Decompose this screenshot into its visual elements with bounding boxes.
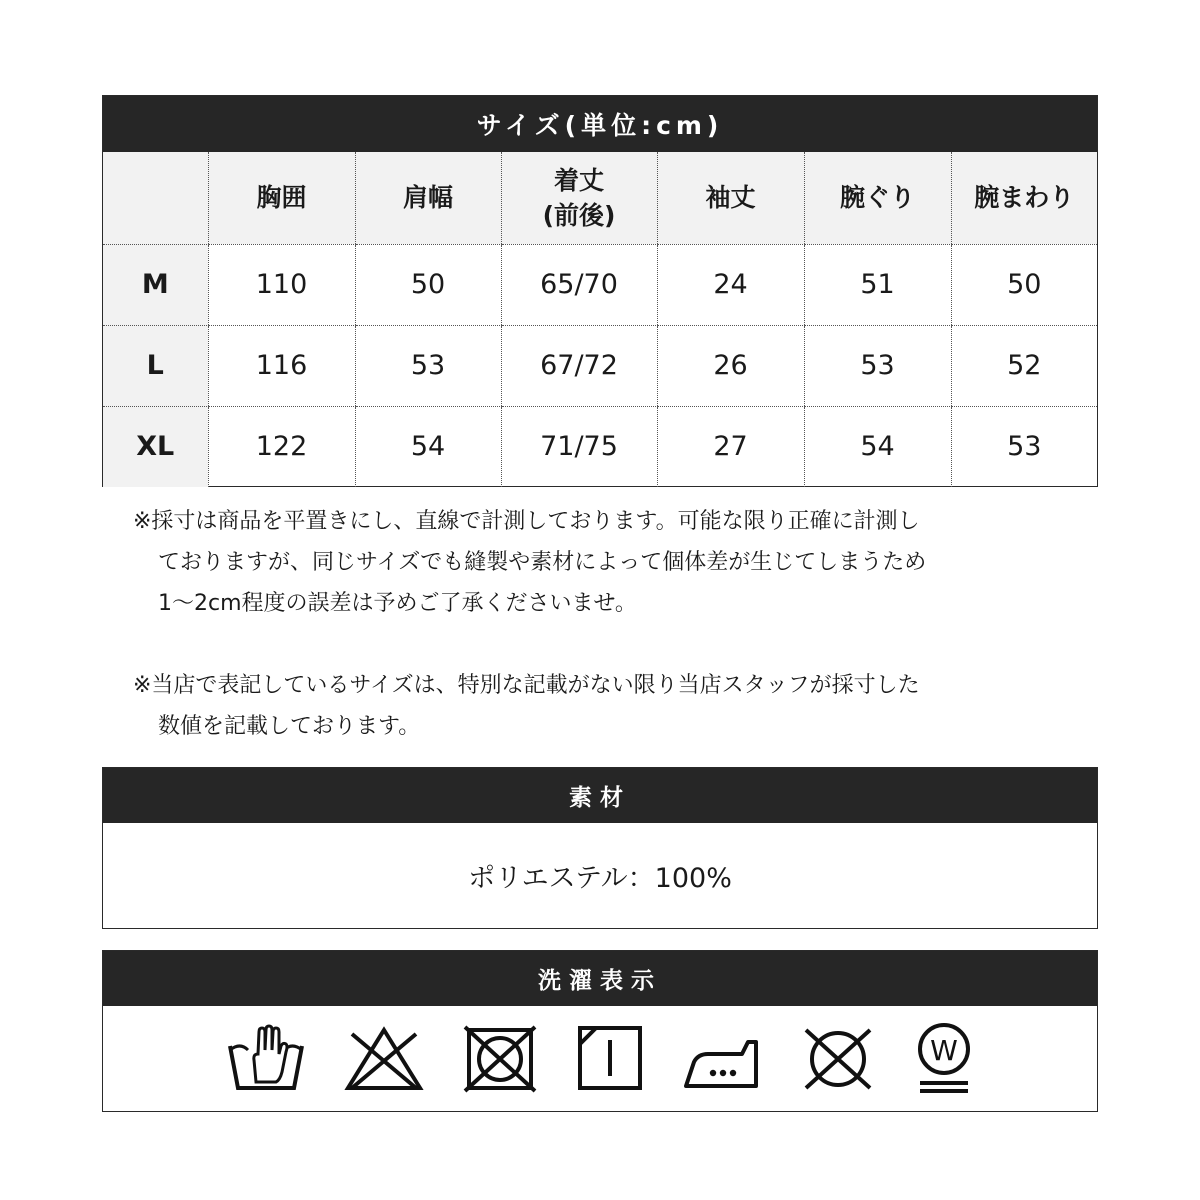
- column-header: 肩幅: [355, 152, 501, 244]
- no-tumble-dry-icon: [462, 1024, 538, 1094]
- table-row: [103, 244, 1097, 325]
- table-row: [103, 406, 1097, 487]
- column-header: 腕まわり: [951, 152, 1097, 244]
- table-cell: 54: [355, 406, 501, 487]
- table-cell: 116: [208, 325, 355, 406]
- hand-wash-icon: [226, 1024, 306, 1094]
- table-cell: 53: [355, 325, 501, 406]
- column-header: 着丈 (前後): [501, 152, 657, 244]
- note-line: ておりますが、同じサイズでも縫製や素材によって個体差が生じてしまうため: [158, 550, 927, 575]
- measurement-note: [133, 501, 1093, 624]
- no-bleach-icon: [344, 1024, 424, 1094]
- table-cell: 65/70: [501, 244, 657, 325]
- size-label: M: [103, 244, 208, 325]
- size-label: XL: [103, 406, 208, 487]
- table-cell: 53: [951, 406, 1097, 487]
- table-row: [103, 325, 1097, 406]
- table-cell: 52: [951, 325, 1097, 406]
- material-value: ポリエステル：100%: [468, 863, 732, 894]
- column-header: 胸囲: [208, 152, 355, 244]
- iron-low-icon: [682, 1024, 762, 1094]
- note-line: 数値を記載しております。: [158, 714, 421, 739]
- no-dry-clean-icon: [800, 1024, 876, 1094]
- column-header: 袖丈: [657, 152, 804, 244]
- note-line: ※当店で表記しているサイズは、特別な記載がない限り当店スタッフが採寸した: [133, 673, 920, 698]
- size-table-corner: [103, 152, 208, 244]
- table-cell: 122: [208, 406, 355, 487]
- size-table-section: [102, 95, 1098, 487]
- table-cell: 50: [355, 244, 501, 325]
- column-header: 腕ぐり: [804, 152, 951, 244]
- table-cell: 51: [804, 244, 951, 325]
- table-cell: 53: [804, 325, 951, 406]
- care-title: 洗濯表示: [103, 951, 1097, 1006]
- table-cell: 26: [657, 325, 804, 406]
- table-cell: 50: [951, 244, 1097, 325]
- wet-clean-letter: W: [930, 1033, 958, 1067]
- note-line: ※採寸は商品を平置きにし、直線で計測しております。可能な限り正確に計測し: [133, 509, 920, 534]
- table-cell: 67/72: [501, 325, 657, 406]
- material-title: 素材: [103, 768, 1097, 823]
- table-cell: 110: [208, 244, 355, 325]
- table-cell: 27: [657, 406, 804, 487]
- size-table-header-row: [103, 152, 1097, 244]
- table-cell: 54: [804, 406, 951, 487]
- care-icons: [103, 1006, 1097, 1111]
- line-dry-shade-icon: [576, 1024, 644, 1094]
- table-cell: 24: [657, 244, 804, 325]
- care-section: [102, 950, 1098, 1112]
- size-label: L: [103, 325, 208, 406]
- size-table: [103, 152, 1097, 487]
- size-note: [133, 665, 1093, 747]
- table-cell: 71/75: [501, 406, 657, 487]
- wet-clean-gentle-icon: [914, 1021, 974, 1097]
- note-line: 1〜2cm程度の誤差は予めご了承くださいませ。: [158, 591, 637, 616]
- size-table-title: サイズ(単位:cm): [103, 96, 1097, 152]
- material-section: [102, 767, 1098, 929]
